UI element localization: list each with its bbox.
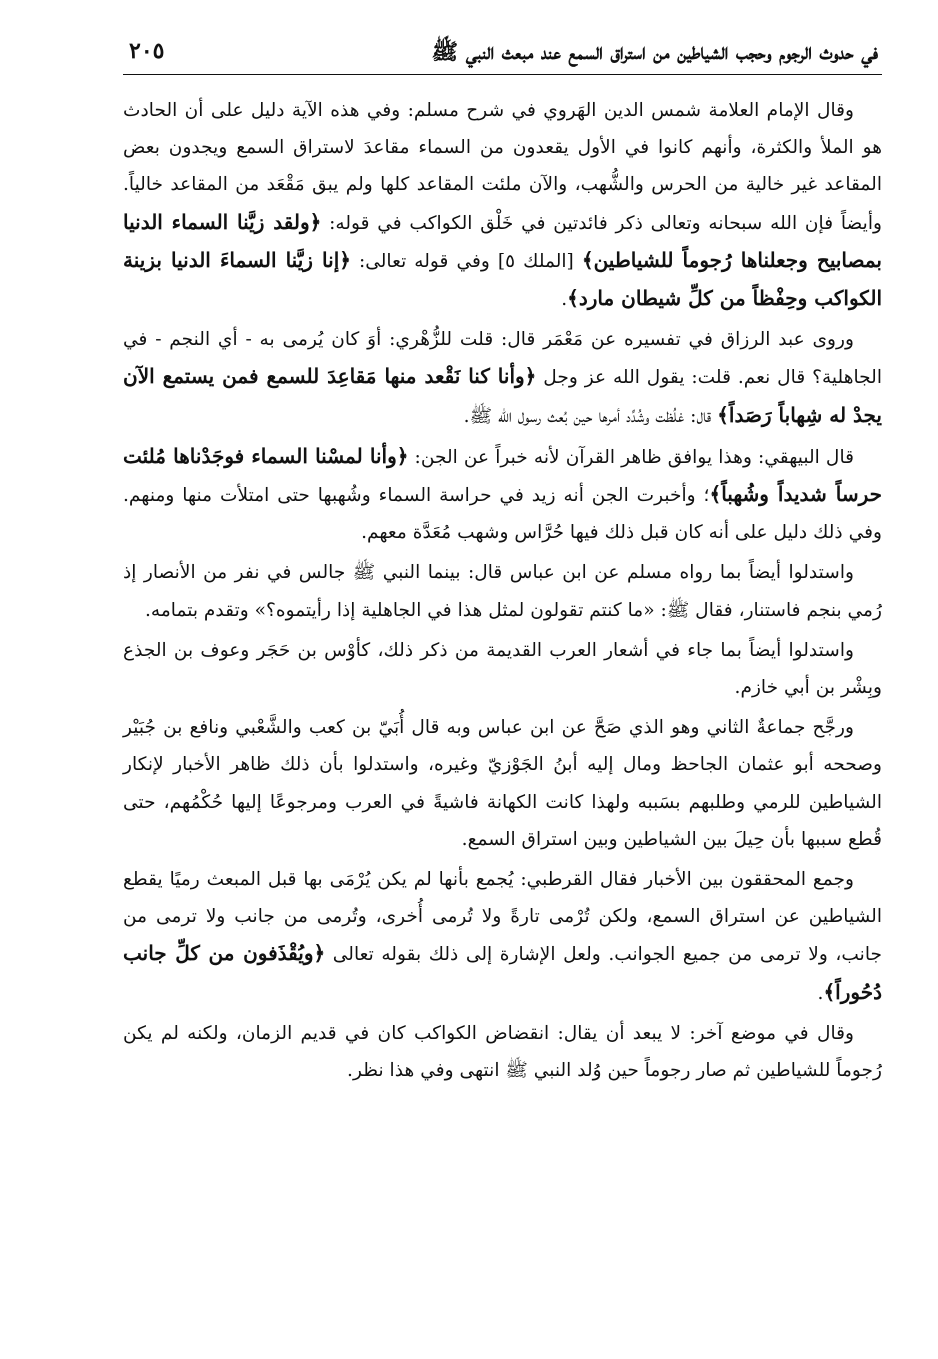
- paragraph: وقال الإمام العلامة شمس الدين الهَروي في شرح مسلم: وفي هذه الآية دليل على أن الحادث هو الملأ والكثرة، وأنهم كانوا في الأول يقعدون من السماء مقاعدَ لاستراق السمع ويجدون بعض المقاعد غير خالية من الحرس والشُّهب، والآن ملئت المقاعد كلها ولم يبق مَقْعَد من المقاعد خالياً. وأيضاً فإن الله سبحانه وتعالى ذكر فائدتين في خَلْق الكواكب في قوله: ﴿ولقد زيَّنا السماء الدنيا بمصابيح وجعلناها رُجوماً للشياطين﴾ [الملك ٥] وفي قوله تعالى: ﴿إنا زيَّنا السماءَ الدنيا بزينة الكواكب وحِفْظاً من كلِّ شيطان مارد﴾.: [123, 100, 882, 311]
- paragraph: وروى عبد الرزاق في تفسيره عن مَعْمَر قال: قلت للزُّهْري: أوَ كان يُرمى به - أي النجم - في الجاهلية؟ قال نعم. قلت: يقول الله عز وجل ﴿وأنا كنا نَقْعد منها مَقاعِدَ للسمع فمن يستمع الآن يجدْ له شِهاباً رَصَداً﴾ قال: غلُظت وشُدِّد أمرها حين بُعث رسول الله ﷺ.: [123, 329, 883, 427]
- paragraph: وجمع المحققون بين الأخبار فقال القرطبي: يُجمع بأنها لم يكن يُرْمَى بها قبل المبعث رميًا يقطع الشياطين عن استراق السمع، ولكن تُرْمى تارةً ولا تُرمى أُخرى، وتُرمى من جانب ولا ترمى من جانب، ولا ترمى من جميع الجوانب. ولعل الإشارة إلى ذلك بقوله تعالى ﴿ويُقْذَفون من كلِّ جانب دُحُوراً﴾.: [123, 869, 883, 1004]
- quran-verse: ﴿ولقد زيَّنا السماء الدنيا بمصابيح وجعلناها رُجوماً للشياطين﴾: [123, 209, 882, 272]
- paragraph: واستدلوا أيضاً بما رواه مسلم عن ابن عباس قال: بينما النبي ﷺ جالس في نفر من الأنصار إذ رُمي بنجم فاستنار، فقال ﷺ: «ما كنتم تقولون لمثل هذا في الجاهلية إذا رأيتموه؟» وتقدم بتمامه.: [123, 562, 882, 621]
- page-header: [123, 22, 882, 75]
- quran-verse: ﴿إنا زيَّنا السماءَ الدنيا بزينة الكواكب وحِفْظاً من كلِّ شيطان مارد﴾: [123, 247, 882, 311]
- running-title: في حدوث الرجوم وحجب الشياطين من استراق السمع عند مبعث النبي ﷺ: [431, 39, 878, 65]
- quran-verse: ﴿وأنا كنا نَقْعد منها مَقاعِدَ للسمع فمن يستمع الآن يجدْ له شِهاباً رَصَداً﴾: [123, 364, 882, 427]
- page-number: ٢٠٥: [129, 38, 165, 64]
- quran-verse: ﴿وأنا لمسْنا السماء فوجَدْناها مُلئت حرساً شديداً وشُهباً﴾: [123, 443, 882, 507]
- paragraph: وقال في موضع آخر: لا يبعد أن يقال: انقضاض الكواكب كان في قديم الزمان، ولكنه لم يكن رُجوماً للشياطين ثم صار رجوماً حين وُلد النبي ﷺ انتهى وفي هذا نظر.: [123, 1022, 882, 1082]
- body-text: [123, 92, 882, 1092]
- quran-verse: ﴿ويُقْذَفون من كلِّ جانب دُحُوراً﴾: [123, 941, 882, 1004]
- paragraph: قال البيهقي: وهذا يوافق ظاهر القرآن لأنه خبراً عن الجن: ﴿وأنا لمسْنا السماء فوجَدْناها مُلئت حرساً شديداً وشُهباً﴾؛ وأخبرت الجن أنه زيد في حراسة السماء وشُهبها حتى امتلأت منها ومنهم. وفي ذلك دليل على أنه كان قبل ذلك فيها حُرَّاس وشهب مُعَدَّة معهم.: [123, 443, 882, 544]
- paragraph: واستدلوا أيضاً بما جاء في أشعار العرب القديمة من ذكر ذلك، كأوْس بن حَجَر وعوف بن الجذع وبِشْر بن أبي خازم.: [123, 639, 882, 699]
- paragraph: ورجَّح جماعةٌ الثاني وهو الذي صَحَّ عن ابن عباس وبه قال أُبَيّ بن كعب والشَّعْبي ونافع بن جُبَيْر وصححه أبو عثمان الجاحظ ومال إليه أبنُ الجَوْزيّ وغيره، واستدلوا بأن ذلك ظاهر الأخبار لإنكار الشياطين للرمي وطلبهم بسَببه ولهذا كانت الكهانة فاشيةً في العرب ومرجوعًا إليها حُكْمُهم، حتى قُطع سببها بأن حِيلَ بين الشياطين وبين استراق السمع.: [123, 717, 882, 850]
